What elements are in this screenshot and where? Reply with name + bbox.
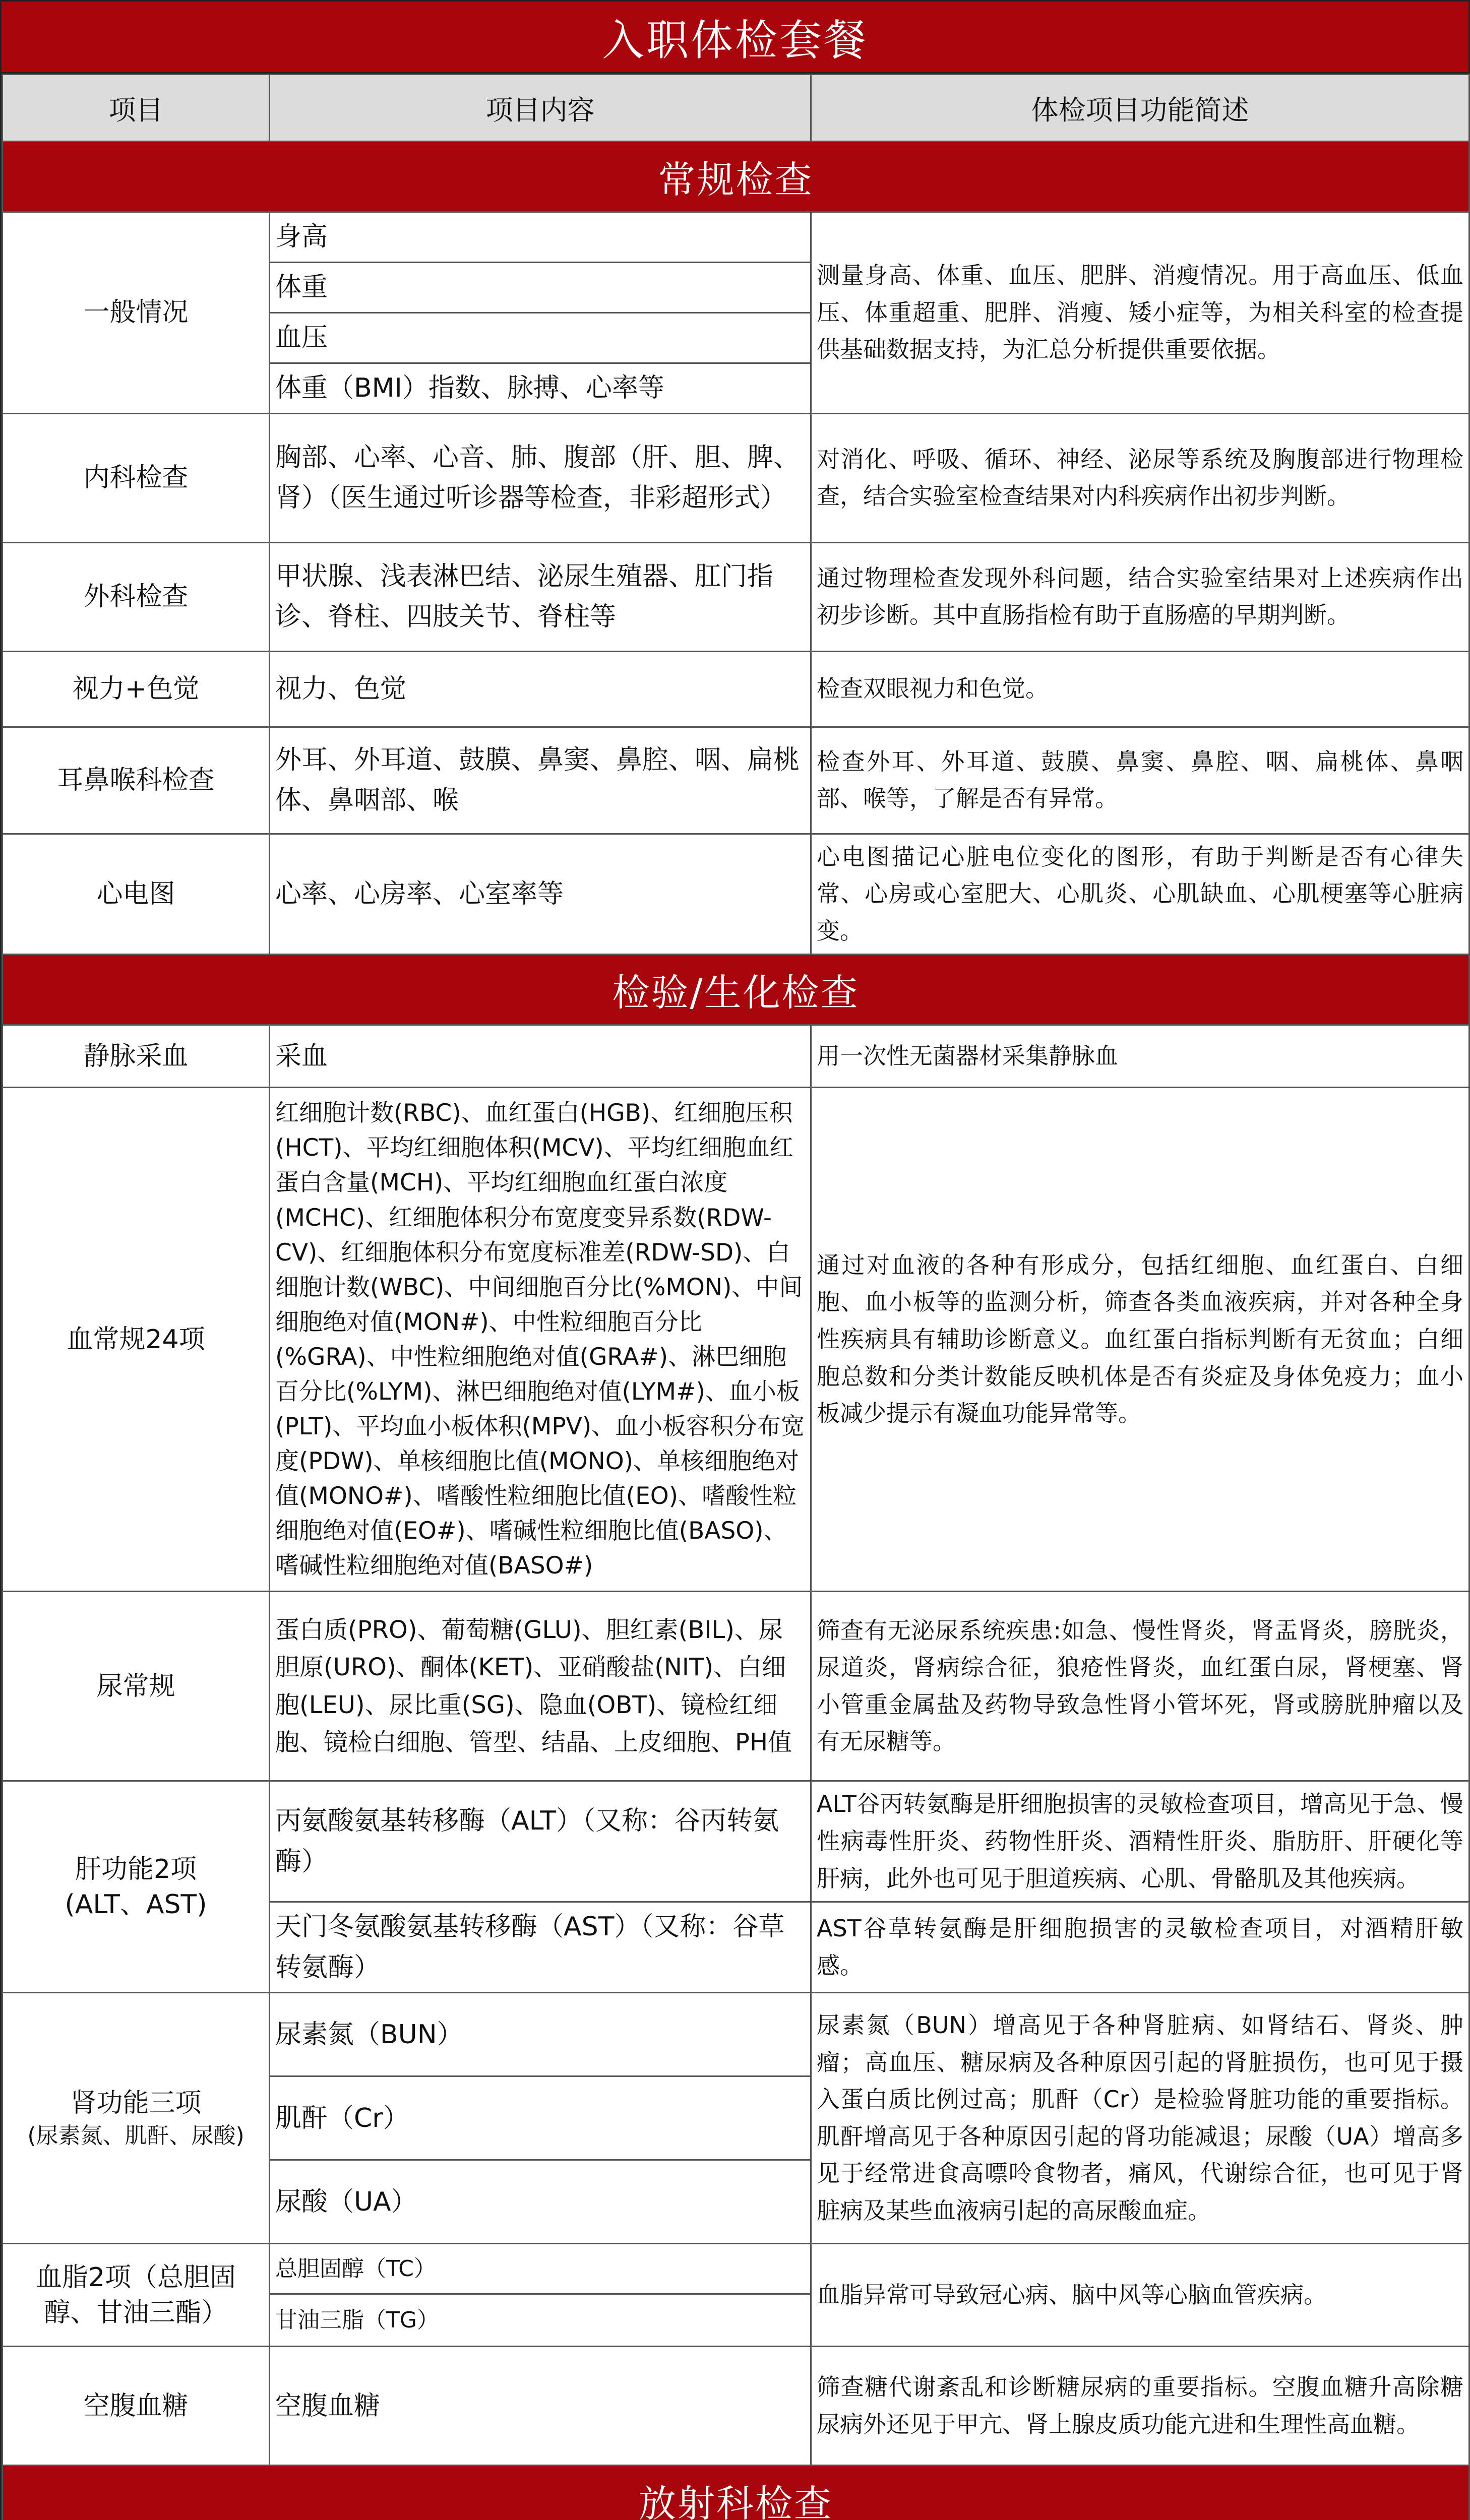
desc-kidney: 尿素氮（BUN）增高见于各种肾脏病、如肾结石、肾炎、肿瘤；高血压、糖尿病及各种原因引起的肾脏损伤，也可见于摄入蛋白质比例过高；肌酐（Cr）是检验肾脏功能的重要指标。肌酐增高见于各种原因引起的肾功能减退；尿酸（UA）增高多见于经常进食高嘌呤食物者，痛风，代谢综合征，也可见于肾脏病及某些血液病引起的高尿酸血症。 (811, 1993, 1469, 2244)
row-label-vision: 视力+色觉 (3, 651, 270, 727)
header-content: 项目内容 (270, 75, 811, 142)
content-tc: 总胆固醇（TC） (270, 2244, 811, 2294)
content-blood-pressure: 血压 (270, 312, 811, 363)
content-alt: 丙氨酸氨基转移酶（ALT）（又称：谷丙转氨酶） (270, 1781, 811, 1902)
section-header-routine (3, 142, 1469, 212)
content-venous: 采血 (270, 1025, 811, 1088)
desc-surgical: 通过物理检查发现外科问题，结合实验室结果对上述疾病作出初步诊断。其中直肠指检有助于直肠癌的早期判断。 (811, 542, 1469, 651)
desc-venous: 用一次性无菌器材采集静脉血 (811, 1025, 1469, 1088)
table-row (3, 1088, 1469, 1592)
desc-alt: ALT谷丙转氨酶是肝细胞损害的灵敏检查项目，增高见于急、慢性病毒性肝炎、药物性肝炎、酒精性肝炎、脂肪肝、肝硬化等肝病，此外也可见于胆道疾病、心肌、骨骼肌及其他疾病。 (811, 1781, 1469, 1902)
row-label-blood: 血常规24项 (3, 1088, 270, 1592)
section-title-lab: 检验/生化检查 (3, 955, 1469, 1025)
content-height: 身高 (270, 212, 811, 263)
row-label-general: 一般情况 (3, 212, 270, 414)
content-weight: 体重 (270, 262, 811, 312)
desc-glucose: 筛查糖代谢紊乱和诊断糖尿病的重要指标。空腹血糖升高除糖尿病外还见于甲亢、肾上腺皮质功能亢进和生理性高血糖。 (811, 2347, 1469, 2466)
content-surgical: 甲状腺、浅表淋巴结、泌尿生殖器、肛门指诊、脊柱、四肢关节、脊柱等 (270, 542, 811, 651)
page-title: 入职体检套餐 (2, 2, 1468, 74)
row-label-ent: 耳鼻喉科检查 (3, 727, 270, 834)
content-vision: 视力、色觉 (270, 651, 811, 727)
desc-internal: 对消化、呼吸、循环、神经、泌尿等系统及胸腹部进行物理检查，结合实验室检查结果对内科疾病作出初步判断。 (811, 413, 1469, 542)
content-urine: 蛋白质(PRO)、葡萄糖(GLU)、胆红素(BIL)、尿胆原(URO)、酮体(KET)、亚硝酸盐(NIT)、白细胞(LEU)、尿比重(SG)、隐血(OBT)、镜检红细胞、镜检白细胞、管型、结晶、上皮细胞、PH值 (270, 1592, 811, 1781)
table-row (3, 1781, 1469, 1902)
desc-lipid: 血脂异常可导致冠心病、脑中风等心脑血管疾病。 (811, 2244, 1469, 2347)
desc-blood: 通过对血液的各种有形成分，包括红细胞、血红蛋白、白细胞、血小板等的监测分析，筛查各类血液疾病，并对各种全身性疾病具有辅助诊断意义。血红蛋白指标判断有无贫血；白细胞总数和分类计数能反映机体是否有炎症及身体免疫力；血小板减少提示有凝血功能异常等。 (811, 1088, 1469, 1592)
section-title-radiology: 放射科检查 (3, 2466, 1469, 2520)
row-label-kidney (3, 1993, 270, 2244)
content-cr: 肌酐（Cr） (270, 2076, 811, 2160)
table-row (3, 1592, 1469, 1781)
row-label-lipid: 血脂2项（总胆固醇、甘油三酯） (3, 2244, 270, 2347)
row-label-liver (3, 1781, 270, 1993)
liver-name: 肝功能2项 (75, 1854, 197, 1884)
table-row (3, 727, 1469, 834)
table-row (3, 651, 1469, 727)
content-blood: 红细胞计数(RBC)、血红蛋白(HGB)、红细胞压积(HCT)、平均红细胞体积(MCV)、平均红细胞血红蛋白含量(MCH)、平均红细胞血红蛋白浓度(MCHC)、红细胞体积分布宽度变异系数(RDW-CV)、红细胞体积分布宽度标准差(RDW-SD)、白细胞计数(WBC)、中间细胞百分比(%MON)、中间细胞绝对值(MON#)、中性粒细胞百分比(%GRA)、中性粒细胞绝对值(GRA#)、淋巴细胞百分比(%LYM)、淋巴细胞绝对值(LYM#)、血小板(PLT)、平均血小板体积(MPV)、血小板容积分布宽度(PDW)、单核细胞比值(MONO)、单核细胞绝对值(MONO#)、嗜酸性粒细胞比值(EO)、嗜酸性粒细胞绝对值(EO#)、嗜碱性粒细胞比值(BASO)、嗜碱性粒细胞绝对值(BASO#) (270, 1088, 811, 1592)
section-title-routine: 常规检查 (3, 142, 1469, 212)
table-row (3, 413, 1469, 542)
row-label-venous: 静脉采血 (3, 1025, 270, 1088)
table-row (3, 542, 1469, 651)
table-row (3, 2347, 1469, 2466)
content-bmi: 体重（BMI）指数、脉搏、心率等 (270, 363, 811, 413)
liver-name-sub: (ALT、AST) (65, 1889, 207, 1920)
row-label-surgical: 外科检查 (3, 542, 270, 651)
desc-ecg: 心电图描记心脏电位变化的图形，有助于判断是否有心律失常、心房或心室肥大、心肌炎、心肌缺血、心肌梗塞等心脏病变。 (811, 834, 1469, 955)
content-ecg: 心率、心房率、心室率等 (270, 834, 811, 955)
checkup-table (2, 74, 1470, 2520)
section-header-lab (3, 955, 1469, 1025)
content-ua: 尿酸（UA） (270, 2160, 811, 2244)
content-ast: 天门冬氨酸氨基转移酶（AST）（又称：谷草转氨酶） (270, 1902, 811, 1993)
section-header-radiology (3, 2466, 1469, 2520)
content-bun: 尿素氮（BUN） (270, 1993, 811, 2076)
table-row (3, 212, 1469, 263)
header-description: 体检项目功能简述 (811, 75, 1469, 142)
content-internal: 胸部、心率、心音、肺、腹部（肝、胆、脾、肾）（医生通过听诊器等检查，非彩超形式） (270, 413, 811, 542)
row-label-ecg: 心电图 (3, 834, 270, 955)
desc-ast: AST谷草转氨酶是肝细胞损害的灵敏检查项目，对酒精肝敏感。 (811, 1902, 1469, 1993)
desc-ent: 检查外耳、外耳道、鼓膜、鼻窦、鼻腔、咽、扁桃体、鼻咽部、喉等，了解是否有异常。 (811, 727, 1469, 834)
desc-general: 测量身高、体重、血压、肥胖、消瘦情况。用于高血压、低血压、体重超重、肥胖、消瘦、矮小症等，为相关科室的检查提供基础数据支持，为汇总分析提供重要依据。 (811, 212, 1469, 414)
table-header-row (3, 75, 1469, 142)
table-row (3, 1993, 1469, 2076)
header-item: 项目 (3, 75, 270, 142)
table-row (3, 1025, 1469, 1088)
content-ent: 外耳、外耳道、鼓膜、鼻窦、鼻腔、咽、扁桃体、鼻咽部、喉 (270, 727, 811, 834)
row-label-glucose: 空腹血糖 (3, 2347, 270, 2466)
row-label-urine: 尿常规 (3, 1592, 270, 1781)
kidney-name-sub: (尿素氮、肌酐、尿酸) (27, 2123, 244, 2149)
table-row (3, 2244, 1469, 2294)
table-row (3, 834, 1469, 955)
desc-vision: 检查双眼视力和色觉。 (811, 651, 1469, 727)
kidney-name: 肾功能三项 (70, 2088, 202, 2119)
desc-urine: 筛查有无泌尿系统疾患:如急、慢性肾炎，肾盂肾炎，膀胱炎，尿道炎，肾病综合征，狼疮性肾炎，血红蛋白尿，肾梗塞、肾小管重金属盐及药物导致急性肾小管坏死，肾或膀胱肿瘤以及有无尿糖等。 (811, 1592, 1469, 1781)
row-label-internal: 内科检查 (3, 413, 270, 542)
content-tg: 甘油三脂（TG） (270, 2294, 811, 2347)
content-glucose: 空腹血糖 (270, 2347, 811, 2466)
